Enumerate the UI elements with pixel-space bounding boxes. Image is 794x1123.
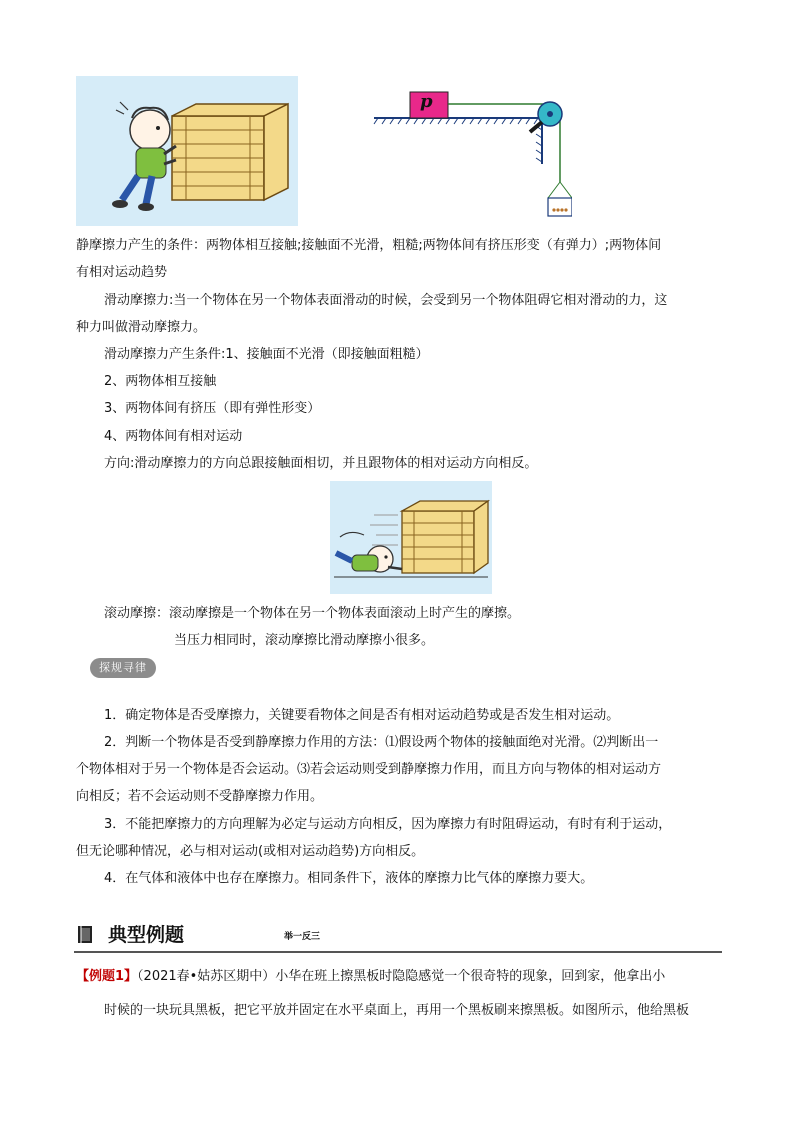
rule-4: 4．在气体和液体中也存在摩擦力。相同条件下，液体的摩擦力比气体的摩擦力要大。 <box>104 871 594 886</box>
section-title: 典型例题 <box>108 924 185 946</box>
example-1-text: （2021春•姑苏区期中）小华在班上擦黑板时隐隐感觉一个很奇特的现象，回到家，他拿出小 <box>137 969 666 984</box>
condition-3: 3、两物体间有挤压（即有弹性形变） <box>104 401 321 416</box>
rolling-friction: 滚动摩擦：滚动摩擦是一个物体在另一个物体表面滚动上时产生的摩擦。 <box>104 606 521 621</box>
example-1-line-1 <box>76 967 665 987</box>
condition-2: 2、两物体相互接触 <box>104 374 217 389</box>
friction-direction: 方向:滑动摩擦力的方向总跟接触面相切，并且跟物体的相对运动方向相反。 <box>104 456 538 471</box>
static-friction-condition: 静摩擦力产生的条件：两物体相互接触;接触面不光滑，粗糙;两物体间有挤压形变（有弹力）;两物体间 <box>76 238 662 253</box>
rule-3-line-1: 3．不能把摩擦力的方向理解为必定与运动方向相反，因为摩擦力有时阻碍运动，有时有利于运动， <box>104 817 672 832</box>
rule-1: 1．确定物体是否受摩擦力，关键要看物体之间是否有相对运动趋势或是否发生相对运动。 <box>104 708 620 723</box>
rule-2-line-3: 向相反；若不会运动则不受静摩擦力作用。 <box>76 789 324 804</box>
book-icon <box>78 926 92 943</box>
boy-dragging-crate-illustration <box>330 481 492 594</box>
example-label: 【例题1】 <box>76 969 138 984</box>
section-divider <box>74 951 722 953</box>
boy-pushing-crate-illustration <box>76 76 298 226</box>
rolling-friction-note: 当压力相同时，滚动摩擦比滑动摩擦小很多。 <box>174 633 435 648</box>
rule-3-line-2: 但无论哪种情况，必与相对运动(或相对运动趋势)方向相反。 <box>76 844 425 859</box>
sliding-friction-definition-cont: 种力叫做滑动摩擦力。 <box>76 320 207 335</box>
sliding-friction-condition: 滑动摩擦力产生条件:1、接触面不光滑（即接触面粗糙） <box>104 347 429 362</box>
sliding-friction-definition: 滑动摩擦力:当一个物体在另一个物体表面滑动的时候，会受到另一个物体阻碍它相对滑动的力，这 <box>104 293 668 308</box>
example-1-line-2: 时候的一块玩具黑板，把它平放并固定在水平桌面上，再用一个黑板刷来擦黑板。如图所示，他给黑板 <box>104 1003 690 1018</box>
pulley-block-figure <box>372 86 572 222</box>
rules-tag: 探规寻律 <box>90 658 156 678</box>
condition-4: 4、两物体间有相对运动 <box>104 429 243 444</box>
block-label: p <box>420 91 433 112</box>
static-friction-condition-cont: 有相对运动趋势 <box>76 265 168 280</box>
rule-2-line-1: 2．判断一个物体是否受到静摩擦力作用的方法：⑴假设两个物体的接触面绝对光滑。⑵判断出一 <box>104 735 659 750</box>
section-subtitle: 举一反三 <box>284 932 321 942</box>
rule-2-line-2: 个物体相对于另一个物体是否会运动。⑶若会运动则受到静摩擦力作用，而且方向与物体的相对运动方 <box>76 762 662 777</box>
